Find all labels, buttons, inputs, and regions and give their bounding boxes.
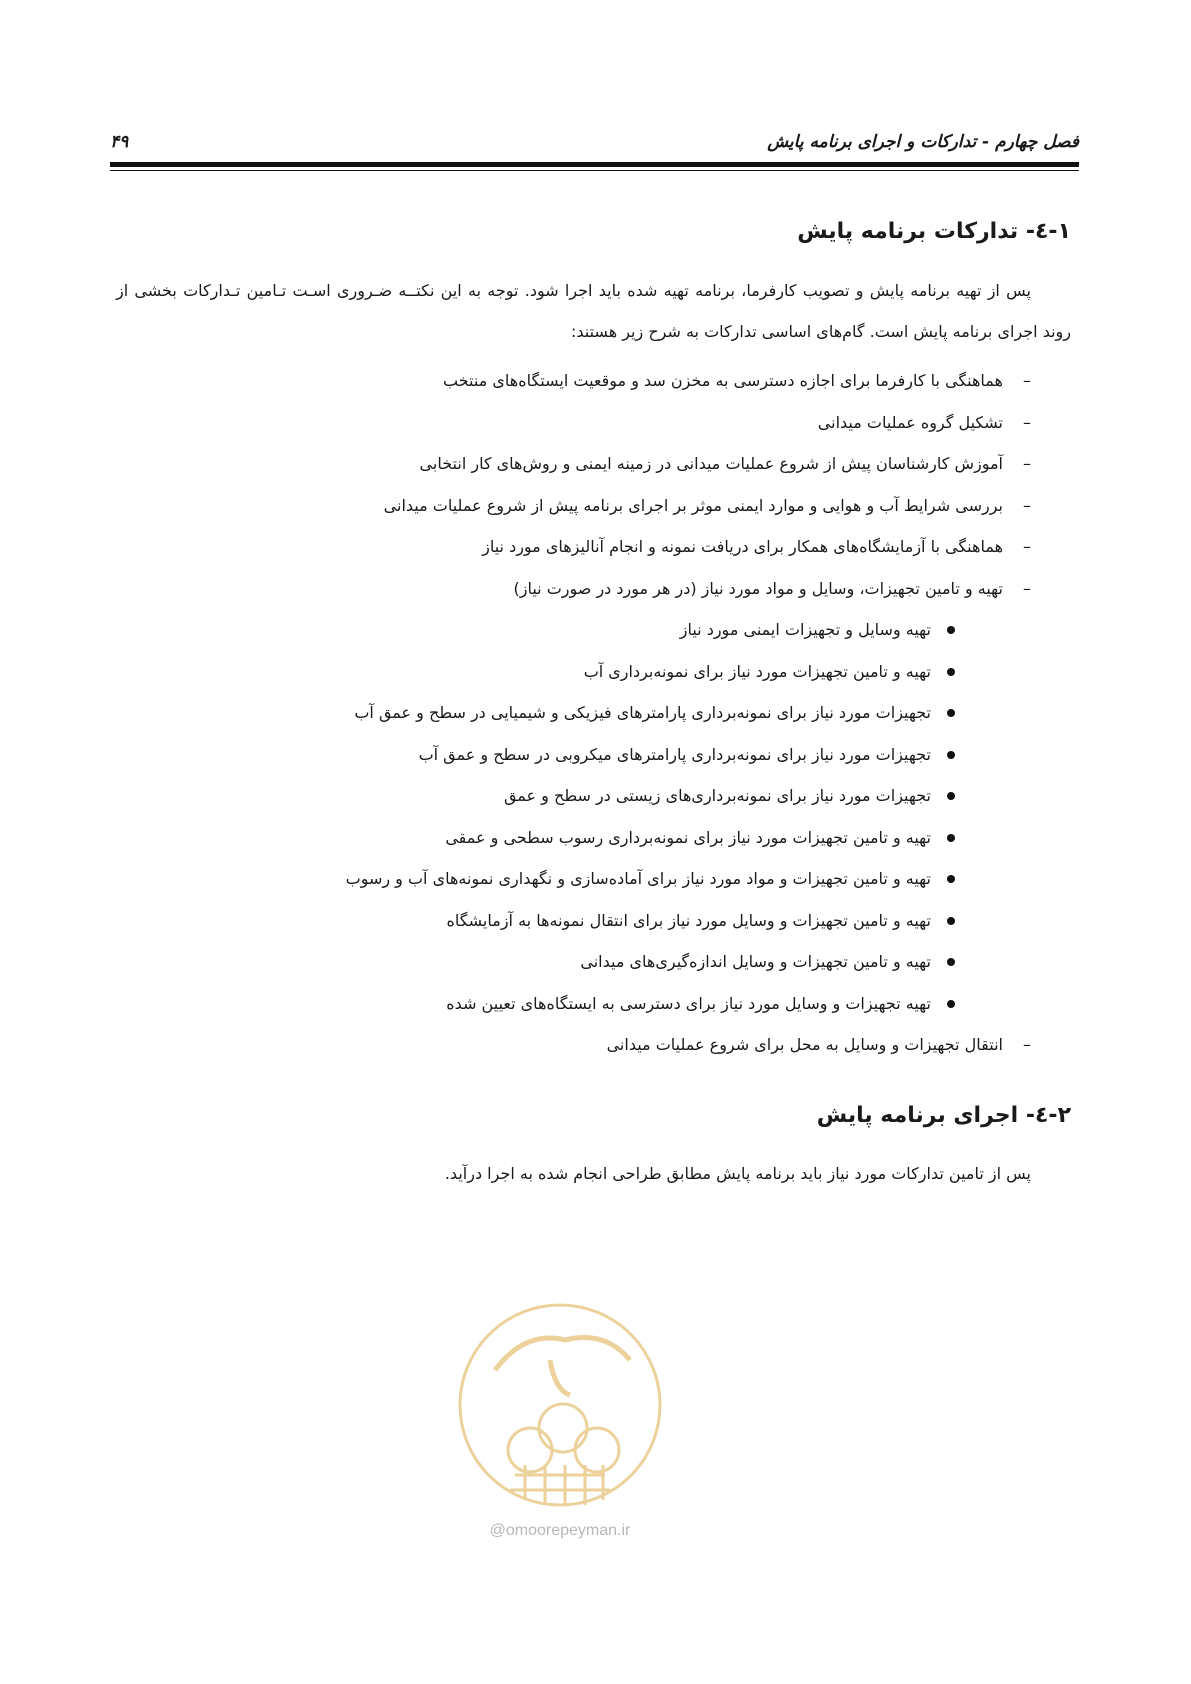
steps-list [116, 360, 1071, 1066]
header-rule-thick [110, 162, 1079, 167]
sub-list-item: تهیه وسایل و تجهیزات ایمنی مورد نیاز [116, 609, 959, 651]
list-item: – انتقال تجهیزات و وسایل به محل برای شروع عملیات میدانی [116, 1024, 1031, 1066]
equipment-sublist [116, 609, 1003, 1024]
sub-list-item: تهیه و تامین تجهیزات و وسایل اندازه‌گیری‌های میدانی [116, 941, 959, 983]
section-2-heading: ۲-٤- اجرای برنامه پایش [816, 1102, 1071, 1128]
sub-list-item: تهیه و تامین تجهیزات و وسایل مورد نیاز برای انتقال نمونه‌ها به آزمایشگاه [116, 900, 959, 942]
list-item: – آموزش کارشناسان پیش از شروع عملیات میدانی در زمینه ایمنی و روش‌های کار انتخابی [116, 443, 1031, 485]
sub-list-item: تهیه و تامین تجهیزات مورد نیاز برای نمونه‌برداری آب [116, 651, 959, 693]
sub-list-item: تهیه و تامین تجهیزات و مواد مورد نیاز برای آماده‌سازی و نگهداری نمونه‌های آب و رسوب [116, 858, 959, 900]
list-item [116, 568, 1031, 1025]
sub-list-item: تجهیزات مورد نیاز برای نمونه‌برداری پارامترهای فیزیکی و شیمیایی در سطح و عمق آب [116, 692, 959, 734]
section-2 [116, 1096, 1071, 1192]
watermark-seal-icon [455, 1300, 665, 1515]
list-item: – تشکیل گروه عملیات میدانی [116, 402, 1031, 444]
list-item: – هماهنگی با کارفرما برای اجازه دسترسی به مخزن سد و موقعیت ایستگاه‌های منتخب [116, 360, 1031, 402]
sub-list-item: تهیه تجهیزات و وسایل مورد نیاز برای دسترسی به ایستگاه‌های تعیین شده [116, 983, 959, 1025]
list-item: – هماهنگی با آزمایشگاه‌های همکار برای دریافت نمونه و انجام آنالیزهای مورد نیاز [116, 526, 1031, 568]
section-1-heading: ۱-٤- تدارکات برنامه پایش [797, 219, 1071, 244]
sub-list-item: تهیه و تامین تجهیزات مورد نیاز برای نمونه‌برداری رسوب سطحی و عمقی [116, 817, 959, 859]
sub-list-item: تجهیزات مورد نیاز برای نمونه‌برداری‌های زیستی در سطح و عمق [116, 775, 959, 817]
section-1-intro: پس از تهیه برنامه پایش و تصویب کارفرما، برنامه تهیه شده باید اجرا شود. توجه به این نکتــه ضـروری اسـت تـامین تـدارکات بخشی از روند اجرای برنامه پایش است. گام‌های اساسی تدارکات به شرح زیر هستند: [116, 281, 1071, 341]
section-2-text: پس از تامین تدارکات مورد نیاز باید برنامه پایش مطابق طراحی انجام شده به اجرا درآید. [444, 1163, 1031, 1183]
list-item-text: تهیه و تامین تجهیزات، وسایل و مواد مورد نیاز (در هر مورد در صورت نیاز) [513, 578, 1003, 598]
page-number: ۴۹ [110, 132, 129, 152]
sub-list-item: تجهیزات مورد نیاز برای نمونه‌برداری پارامترهای میکروبی در سطح و عمق آب [116, 734, 959, 776]
page-content [116, 212, 1071, 1192]
list-item: – بررسی شرایط آب و هوایی و موارد ایمنی موثر بر اجرای برنامه پیش از شروع عملیات میدانی [116, 485, 1031, 527]
page-header [110, 126, 1079, 162]
watermark-url: @omoorepeyman.ir [489, 1522, 631, 1539]
chapter-title: فصل چهارم - تدارکات و اجرای برنامه پایش [767, 132, 1079, 152]
header-rule-thin [110, 170, 1079, 171]
watermark-logo [455, 1300, 665, 1560]
